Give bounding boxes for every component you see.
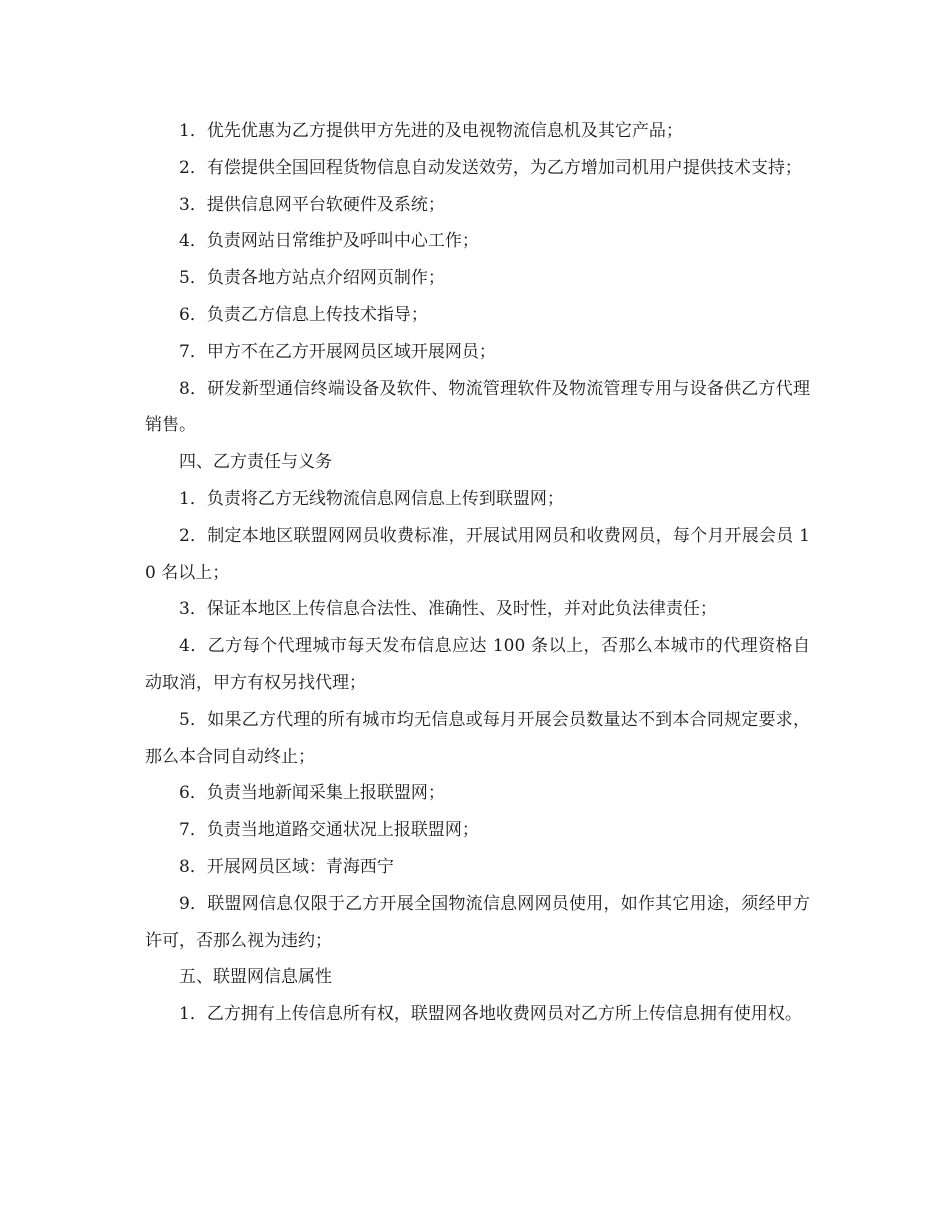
paragraph-11: 3．保证本地区上传信息合法性、准确性、及时性，并对此负法律责任； — [179, 599, 717, 620]
paragraph-12: 4．乙方每个代理城市每天发布信息应达 100 条以上，否那么本城市的代理资格自动取消，甲方有权另找代理； — [145, 636, 810, 693]
paragraph-6: 6．负责乙方信息上传技术指导； — [179, 304, 428, 325]
paragraph-9: 1．负责将乙方无线物流信息网信息上传到联盟网； — [179, 488, 564, 509]
paragraph-17: 9．联盟网信息仅限于乙方开展全国物流信息网网员使用，如作其它用途，须经甲方许可，否那么视为违约； — [145, 893, 810, 951]
paragraph-3: 3．提供信息网平台软硬件及系统； — [179, 194, 445, 215]
paragraph-8: 8．研发新型通信终端设备及软件、物流管理软件及物流管理专用与设备供乙方代理销售。 — [145, 378, 810, 436]
paragraph-13: 5．如果乙方代理的所有城市均无信息或每月开展会员数量达不到本合同规定要求，那么本合同自动终止； — [145, 709, 810, 767]
document-body — [145, 113, 810, 1033]
paragraph-1: 1．优先优惠为乙方提供甲方先进的及电视物流信息机及其它产品； — [179, 121, 683, 141]
paragraph-7: 7．甲方不在乙方开展网员区域开展网员； — [179, 341, 496, 362]
paragraph-2: 2．有偿提供全国回程货物信息自动发送效劳，为乙方增加司机用户提供技术支持； — [179, 157, 802, 178]
paragraph-14: 6．负责当地新闻采集上报联盟网； — [179, 783, 445, 804]
section-heading-4: 四、乙方责任与义务 — [179, 452, 332, 473]
paragraph-5: 5．负责各地方站点介绍网页制作； — [179, 268, 445, 289]
paragraph-18: 1．乙方拥有上传信息所有权，联盟网各地收费网员对乙方所上传信息拥有使用权。 — [179, 1004, 802, 1025]
paragraph-15: 7．负责当地道路交通状况上报联盟网； — [179, 820, 479, 841]
paragraph-4: 4．负责网站日常维护及呼叫中心工作； — [179, 231, 479, 252]
section-heading-5: 五、联盟网信息属性 — [179, 967, 332, 988]
paragraph-16: 8．开展网员区域：青海西宁 — [179, 856, 394, 877]
paragraph-10: 2．制定本地区联盟网网员收费标准，开展试用网员和收费网员，每个月开展会员 10 名以上； — [145, 525, 810, 583]
